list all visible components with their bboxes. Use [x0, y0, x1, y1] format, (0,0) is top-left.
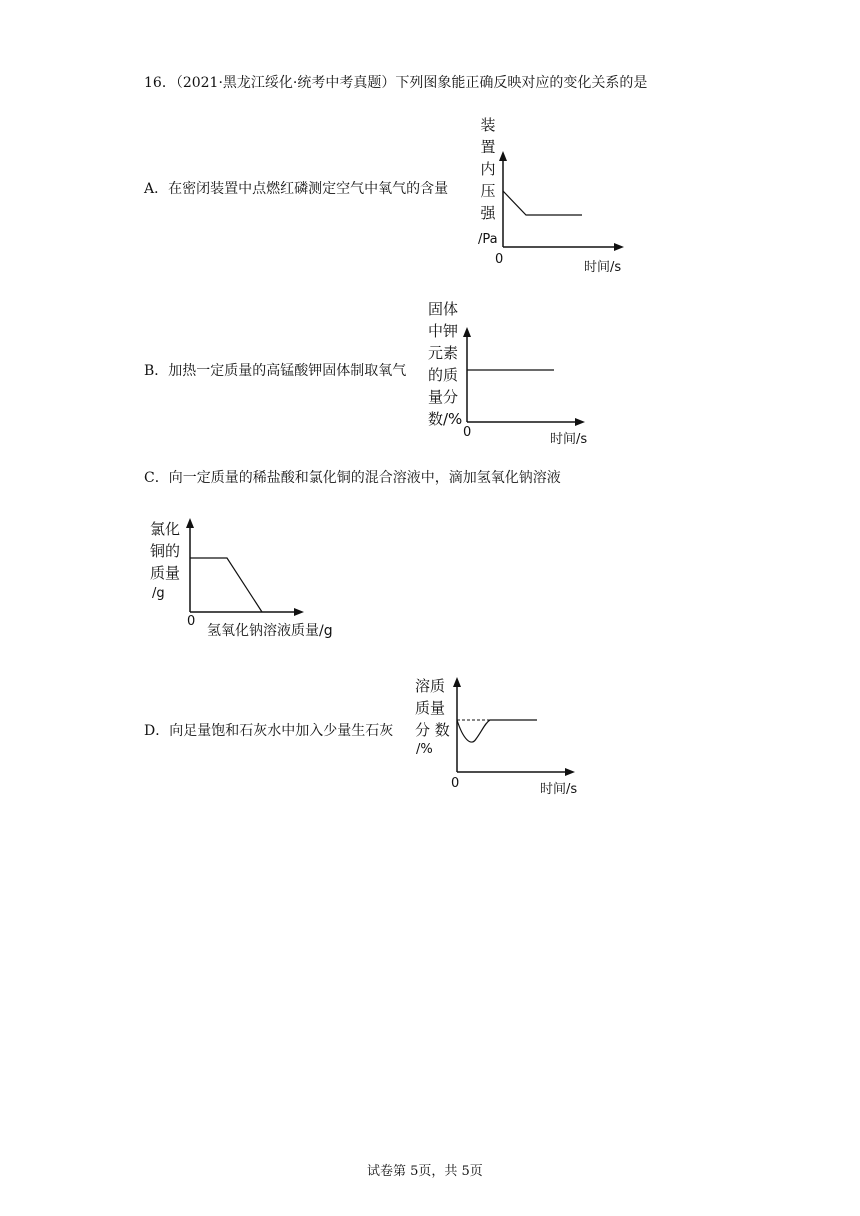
- y-axis-arrow: [186, 518, 194, 528]
- x-axis-arrow: [575, 418, 585, 426]
- option-c-ylabel: 氯化 铜的 质量: [150, 520, 181, 582]
- x-axis-arrow: [565, 768, 575, 776]
- option-d-text: D．向足量饱和石灰水中加入少量生石灰: [144, 723, 394, 739]
- option-b-xlabel: 时间/s: [550, 432, 588, 447]
- option-d-xlabel: 时间/s: [540, 782, 578, 797]
- solute-fraction-curve: [457, 720, 537, 742]
- option-a-xlabel: 时间/s: [584, 260, 622, 275]
- y-axis-arrow: [453, 677, 461, 687]
- option-c-origin: 0: [187, 614, 196, 629]
- option-a-yunit: /Pa: [478, 232, 498, 247]
- copper-chloride-curve: [190, 558, 262, 612]
- option-b-origin: 0: [463, 425, 472, 440]
- x-axis-arrow: [614, 243, 624, 251]
- option-c-yunit: /g: [152, 586, 165, 601]
- y-axis-arrow: [463, 327, 471, 337]
- option-d-origin: 0: [451, 776, 460, 791]
- option-d-yunit: /%: [416, 742, 433, 757]
- option-c-graph: [180, 515, 310, 620]
- option-a-graph: [490, 150, 630, 255]
- option-a-text: A．在密闭装置中点燃红磷测定空气中氧气的含量: [144, 181, 449, 197]
- page-footer: 试卷第 5页，共 5页: [367, 1164, 483, 1179]
- y-axis-arrow: [499, 151, 507, 161]
- x-axis-arrow: [294, 608, 304, 616]
- pressure-curve: [503, 191, 582, 215]
- option-a-origin: 0: [495, 252, 504, 267]
- option-c-text: C．向一定质量的稀盐酸和氯化铜的混合溶液中，滴加氢氧化钠溶液: [144, 470, 561, 486]
- option-b-ylabel: 固体 中钾 元素 的质 量分 数/%: [428, 300, 463, 428]
- option-d-graph: [445, 675, 585, 780]
- question-stem: 16．（2021·黑龙江绥化·统考中考真题）下列图象能正确反映对应的变化关系的是: [144, 75, 648, 91]
- option-b-graph: [455, 325, 595, 430]
- option-a-ylabel: 装 置 内 压 强: [480, 116, 496, 222]
- option-b-text: B．加热一定质量的高锰酸钾固体制取氧气: [144, 363, 407, 379]
- option-c-xlabel: 氢氧化钠溶液质量/g: [207, 623, 333, 639]
- option-d-ylabel: 溶质 质量 分 数: [415, 677, 450, 739]
